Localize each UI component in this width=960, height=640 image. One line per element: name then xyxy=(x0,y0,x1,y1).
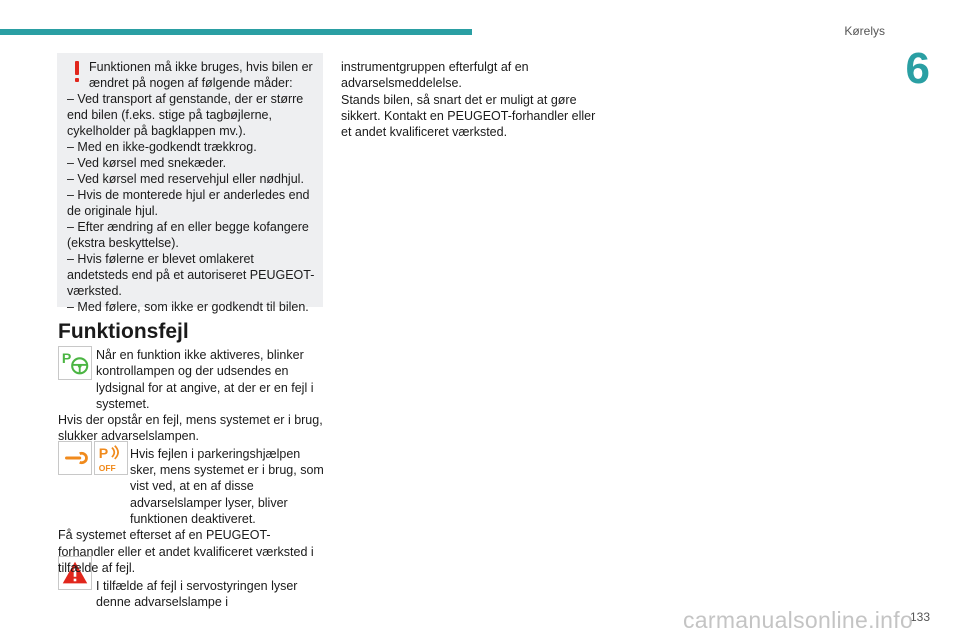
warning-item: – Med en ikke-godkendt trækkrog. xyxy=(67,140,257,154)
exclamation-icon xyxy=(72,61,82,82)
warning-intro: Funktionen må ikke bruges, hvis bilen er ændret på nogen af følgende måder: xyxy=(89,60,313,90)
warning-item: – Ved kørsel med snekæder. xyxy=(67,156,227,170)
right-column xyxy=(341,59,609,140)
paragraph: Få systemet efterset af en PEUGEOT-forhandler eller et andet kvalificeret værksted i tilfælde af fejl. xyxy=(58,528,314,575)
warning-item: – Ved kørsel med reservehjul eller nødhjul. xyxy=(67,172,304,186)
warning-item: – Ved transport af genstande, der er større end bilen (f.eks. stige på tagbøjlerne, cykelholder på bagklappen mv.). xyxy=(67,92,304,138)
warning-item: – Med følere, som ikke er godkendt til bilen. xyxy=(67,300,309,314)
warning-item: – Hvis de monterede hjul er anderledes end de originale hjul. xyxy=(67,188,310,218)
section-body xyxy=(58,347,326,611)
svg-text:P: P xyxy=(98,445,109,461)
paragraph: Når en funktion ikke aktiveres, blinker kontrollampen og der udsendes en lydsignal for at angive, at der er en fejl i systemet. xyxy=(96,348,314,411)
warning-item: – Efter ændring af en eller begge kofangere (ekstra beskyttelse). xyxy=(67,220,309,250)
paragraph: I tilfælde af fejl i servostyringen lyser denne advarselslampe i xyxy=(96,579,298,610)
paragraph: Hvis der opstår en fejl, mens systemet er i brug, slukker advarselslampen. xyxy=(58,413,323,444)
paragraph: Hvis fejlen i parkeringshjælpen sker, mens systemet er i brug, som vist ved, at en af disse advarselslamper lyser, bliver funktionen deaktiveret. xyxy=(130,446,324,526)
chapter-accent-bar xyxy=(0,29,472,35)
paragraph: Stands bilen, så snart det er muligt at gøre sikkert. Kontakt en PEUGEOT-forhandler eller et andet kvalificeret værksted. xyxy=(341,92,596,140)
svg-text:P: P xyxy=(61,350,72,366)
section-title: Funktionsfejl xyxy=(58,320,189,343)
svg-text:OFF: OFF xyxy=(98,463,116,474)
chapter-title: Kørelys xyxy=(844,24,885,38)
warning-item: – Hvis følerne er blevet omlakeret andetsteds end på et autoriseret PEUGEOT-værksted. xyxy=(67,252,315,298)
paragraph: instrumentgruppen efterfulgt af en advarselsmeddelelse. xyxy=(341,60,529,91)
warning-box xyxy=(57,53,323,314)
watermark: carmanualsonline.info xyxy=(683,607,914,633)
page-number: 133 xyxy=(909,610,930,624)
chapter-number: 6 xyxy=(905,44,930,93)
